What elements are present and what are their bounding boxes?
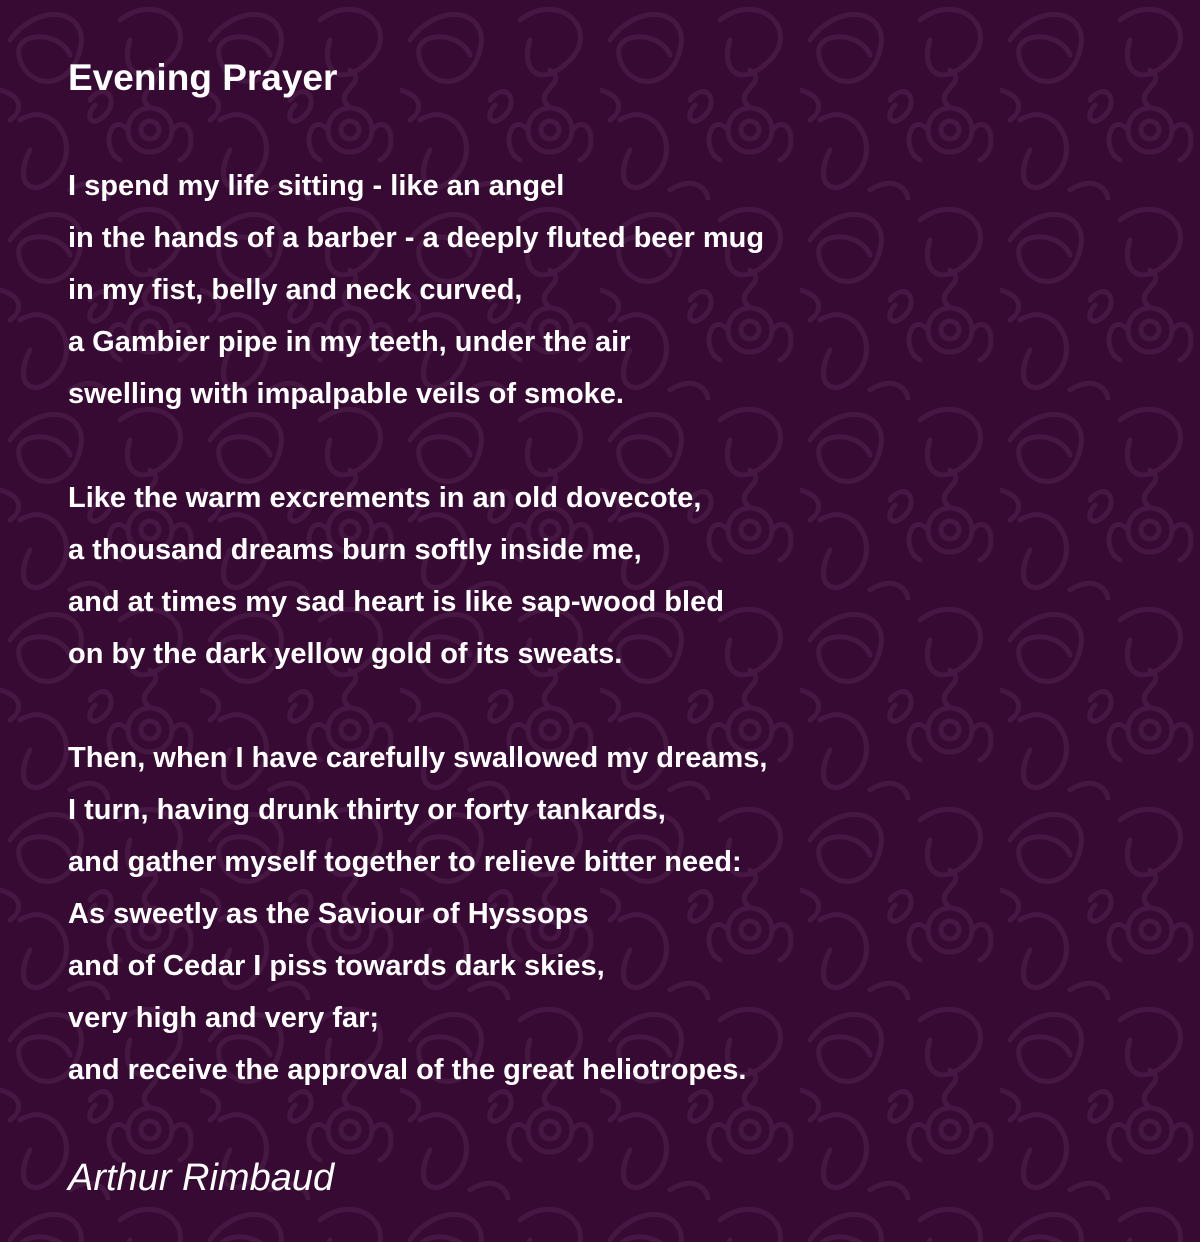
poem-line: Then, when I have carefully swallowed my dreams,	[68, 742, 768, 774]
poem-line: very high and very far;	[68, 1002, 380, 1034]
poem-line: a thousand dreams burn softly inside me,	[68, 534, 642, 566]
poem-container	[68, 52, 1148, 1204]
poem-line: and gather myself together to relieve bitter need:	[68, 846, 742, 878]
poem-line: and of Cedar I piss towards dark skies,	[68, 950, 605, 982]
poem-line: and at times my sad heart is like sap-wood bled	[68, 586, 724, 618]
poem-body	[68, 160, 1148, 1096]
stanza	[68, 160, 1148, 420]
poem-author: Arthur Rimbaud	[68, 1157, 335, 1199]
poem-line: I spend my life sitting - like an angel	[68, 170, 565, 202]
poem-line: in my fist, belly and neck curved,	[68, 274, 523, 306]
poem-line: on by the dark yellow gold of its sweats.	[68, 638, 623, 670]
poem-line: swelling with impalpable veils of smoke.	[68, 378, 624, 410]
poem-line: in the hands of a barber - a deeply fluted beer mug	[68, 222, 765, 254]
poem-line: and receive the approval of the great heliotropes.	[68, 1054, 747, 1086]
poem-title: Evening Prayer	[68, 57, 338, 98]
poem-line: a Gambier pipe in my teeth, under the air	[68, 326, 631, 358]
poem-line: Like the warm excrements in an old dovecote,	[68, 482, 702, 514]
stanza	[68, 732, 1148, 1096]
poem-line: I turn, having drunk thirty or forty tankards,	[68, 794, 666, 826]
poem-line: As sweetly as the Saviour of Hyssops	[68, 898, 589, 930]
stanza	[68, 472, 1148, 680]
